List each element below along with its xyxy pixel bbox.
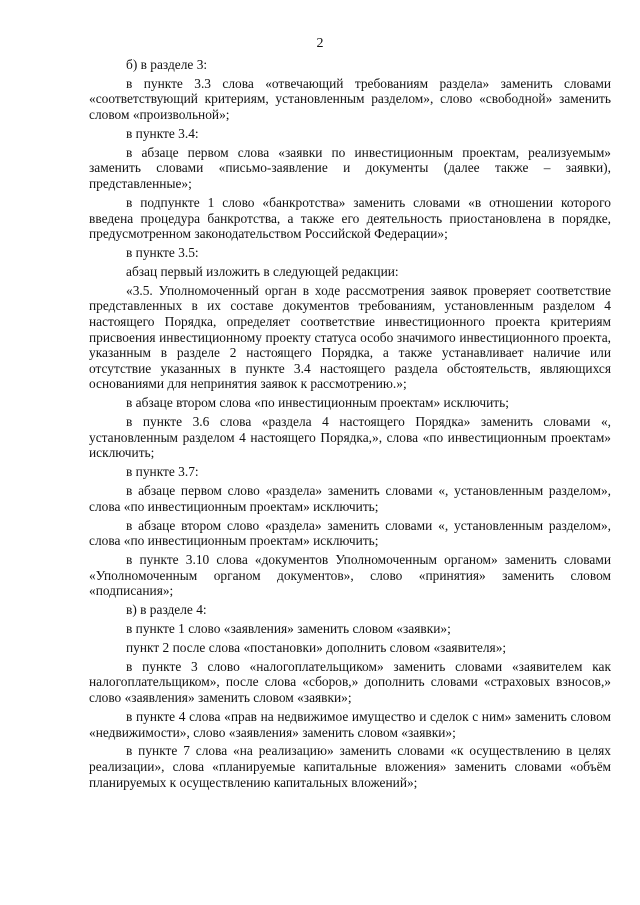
paragraph-section-4-heading: в) в разделе 4: [126, 602, 207, 618]
paragraph-point-3-5-new-text: «3.5. Уполномоченный орган в ходе рассмотрения заявок проверяет соответствие представленных в их составе документов требованиям, установленным разделом 4 настоящего Порядка, определяет соответствие инвестиционного проекта критериям присвоения инвестиционному проекту статуса особо значимого инвестиционного проекта, указанным в разделе 2 настоящего Порядка, а также устанавливает наличие или отсутствие указанных в пункте 3.4 настоящего раздела обстоятельств, являющихся основаниями для непринятия заявок к рассмотрению.»; [89, 282, 611, 392]
paragraph-point-3-7-second-abzac: в абзаце втором слово «раздела» заменить словами «, установленным разделом», слова «по инвестиционным проектам» исключить; [89, 517, 611, 549]
paragraph-section-3-heading: б) в разделе 3: [126, 57, 208, 72]
paragraph-section-4-point-2: пункт 2 после слова «постановки» дополнить словом «заявителя»; [126, 639, 507, 655]
paragraph-section-4-point-1: в пункте 1 слово «заявления» заменить словом «заявки»; [126, 621, 451, 637]
paragraph-point-3-4-subpoint-1: в подпункте 1 слово «банкротства» заменить словами «в отношении которого введена процедура банкротства, а также его деятельность приостановлена в порядке, предусмотренном законодательством Российской Федерации»; [89, 194, 611, 242]
paragraph-point-3-7-first-abzac: в абзаце первом слово «раздела» заменить словами «, установленным разделом», слова «по инвестиционным проектам» исключить; [89, 483, 611, 514]
paragraph-section-4-point-7: в пункте 7 слова «на реализацию» заменить словами «к осуществлению в целях реализации», слова «планируемые капитальные вложения» заменить словами «объём планируемых к осуществлению капитальных вложений»; [89, 743, 611, 790]
document-body [89, 57, 611, 793]
paragraph-point-3-3: в пункте 3.3 слова «отвечающий требованиям раздела» заменить словами «соответствующий критериям, установленным разделом», слово «свободной» заменить словом «произвольной»; [89, 75, 611, 123]
paragraph-point-3-6: в пункте 3.6 слова «раздела 4 настоящего Порядка» заменить словами «, установленным разделом 4 настоящего Порядка,», слова «по инвестиционным проектам» исключить; [89, 414, 611, 461]
paragraph-point-3-5-second-abzac: в абзаце втором слова «по инвестиционным проектам» исключить; [126, 395, 509, 411]
paragraph-point-3-4-first-abzac: в абзаце первом слова «заявки по инвестиционным проектам, реализуемым» заменить словами «письмо-заявление и документы (далее также – заявки), представленные»; [89, 144, 611, 192]
paragraph-point-3-10: в пункте 3.10 слова «документов Уполномоченным органом» заменить словами «Уполномоченным органом документов», слово «принятия» заменить словом «подписания»; [89, 552, 611, 599]
paragraph-section-4-point-4: в пункте 4 слова «прав на недвижимое имущество и сделок с ним» заменить словом «недвижимости», слово «заявления» заменить словом «заявки»; [89, 708, 611, 740]
paragraph-point-3-5: в пункте 3.5: [126, 245, 199, 261]
paragraph-point-3-7: в пункте 3.7: [126, 464, 199, 480]
page-number: 2 [316, 36, 324, 51]
paragraph-point-3-5-intro: абзац первый изложить в следующей редакции: [126, 263, 399, 279]
paragraph-point-3-4: в пункте 3.4: [126, 125, 199, 141]
paragraph-section-4-point-3: в пункте 3 слово «налогоплательщиком» заменить словами «заявителем как налогоплательщиком», после слова «сборов,» дополнить словами «страховых взносов,» слово «заявления» заменить словом «заявки»; [89, 658, 611, 706]
